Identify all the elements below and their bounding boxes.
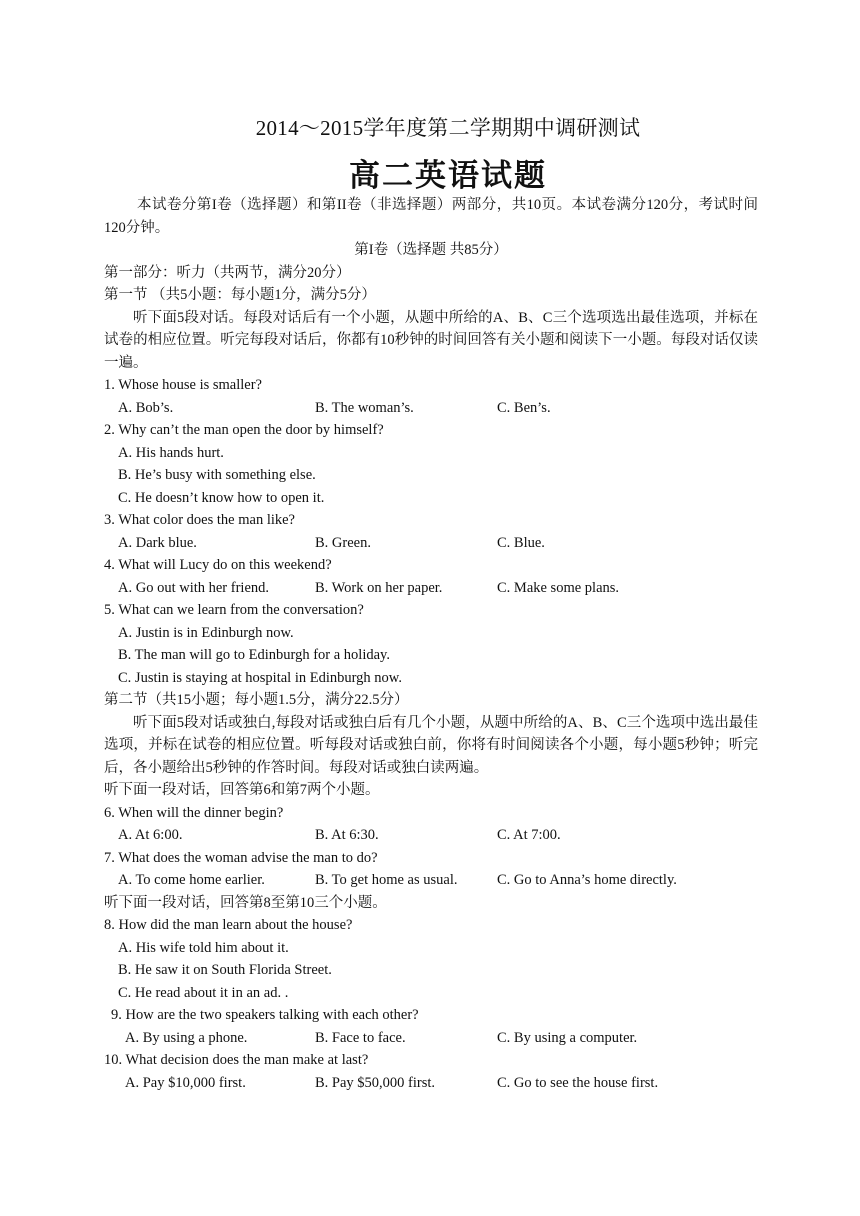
exam-title: 2014～2015学年度第二学期期中调研测试 (255, 116, 641, 140)
option-c[interactable]: C. By using a computer. (497, 1029, 638, 1046)
section-listening-title: 第一部分：听力（共两节，满分20分） (104, 264, 351, 281)
option-a[interactable]: A. Justin is in Edinburgh now. (118, 624, 294, 641)
question-3-options (104, 532, 758, 555)
question-9: 9. How are the two speakers talking with each other? (111, 1007, 419, 1023)
option-c[interactable]: C. He doesn’t know how to open it. (118, 489, 325, 506)
option-c[interactable]: C. At 7:00. (497, 827, 561, 843)
question-4-options (104, 577, 758, 600)
question-6: 6. When will the dinner begin? (104, 804, 284, 821)
question-9-options (104, 1027, 758, 1050)
question-6-options (104, 824, 758, 847)
option-b[interactable]: B. To get home as usual. (315, 872, 458, 888)
question-10-options (104, 1072, 758, 1095)
exam-content (104, 194, 758, 1094)
section1-instructions: 听下面5段对话。每段对话后有一个小题，从题中所给的A、B、C三个选项选出最佳选项，并标在试卷的相应位置。听完每段对话后，你都有10秒钟的时间回答有关小题和阅读下一小题。每段对话仅读一遍。 (104, 309, 758, 371)
question-7: 7. What does the woman advise the man to do? (104, 849, 378, 866)
question-1: 1. Whose house is smaller? (104, 377, 262, 393)
option-b[interactable]: B. Green. (315, 534, 371, 551)
option-c[interactable]: C. Justin is staying at hospital in Edinburgh now. (118, 669, 402, 686)
option-b[interactable]: B. He saw it on South Florida Street. (118, 962, 332, 978)
group1-note: 听下面一段对话，回答第6和第7两个小题。 (104, 782, 380, 798)
question-10: 10. What decision does the man make at last? (104, 1052, 369, 1068)
section2-title: 第二节（共15小题；每小题1.5分，满分22.5分） (104, 692, 409, 708)
option-a[interactable]: A. Dark blue. (118, 534, 197, 551)
option-b[interactable]: B. He’s busy with something else. (118, 467, 316, 483)
option-a[interactable]: A. To come home earlier. (118, 872, 265, 888)
option-a[interactable]: A. His wife told him about it. (118, 939, 289, 956)
option-a[interactable]: A. Pay $10,000 first. (125, 1074, 246, 1091)
question-4: 4. What will Lucy do on this weekend? (104, 557, 332, 573)
section2-instructions: 听下面5段对话或独白,每段对话或独白后有几个小题，从题中所给的A、B、C三个选项中选出最佳选项，并标在试卷的相应位置。听每段对话或独白前，你将有时间阅读各个小题，每小题5秒钟；听完后，各小题给出5秒钟的作答时间。每段对话或独白读两遍。 (104, 714, 758, 776)
option-a[interactable]: A. Bob’s. (118, 399, 174, 416)
option-a[interactable]: A. Go out with her friend. (118, 579, 270, 596)
exam-subtitle: 高二英语试题 (349, 158, 547, 194)
question-3: 3. What color does the man like? (104, 512, 295, 528)
option-b[interactable]: B. At 6:30. (315, 827, 379, 843)
option-c[interactable]: C. Go to Anna’s home directly. (497, 872, 677, 888)
option-c[interactable]: C. Make some plans. (497, 579, 620, 596)
option-c[interactable]: C. Ben’s. (497, 399, 551, 416)
group2-note: 听下面一段对话，回答第8至第10三个小题。 (104, 894, 387, 911)
option-c[interactable]: C. Blue. (497, 534, 545, 551)
question-5: 5. What can we learn from the conversation? (104, 602, 364, 618)
option-c[interactable]: C. He read about it in an ad. . (118, 984, 289, 1001)
option-b[interactable]: B. Work on her paper. (315, 579, 443, 596)
question-7-options (104, 869, 758, 892)
question-1-options (104, 397, 758, 420)
question-8: 8. How did the man learn about the house? (104, 917, 353, 933)
option-a[interactable]: A. By using a phone. (125, 1029, 248, 1046)
option-b[interactable]: B. Pay $50,000 first. (315, 1074, 436, 1091)
exam-intro: 本试卷分第I卷（选择题）和第II卷（非选择题）两部分，共10页。本试卷满分120分，考试时间120分钟。 (104, 197, 758, 236)
question-2: 2. Why can’t the man open the door by himself? (104, 422, 384, 438)
option-b[interactable]: B. The man will go to Edinburgh for a holiday. (118, 647, 390, 663)
option-b[interactable]: B. Face to face. (315, 1029, 406, 1046)
section1-title: 第一节 （共5小题：每小题1分，满分5分） (104, 287, 376, 303)
option-a[interactable]: A. At 6:00. (118, 827, 183, 843)
part1-title: 第I卷（选择题 共85分） (354, 242, 508, 258)
option-c[interactable]: C. Go to see the house first. (497, 1074, 659, 1091)
option-b[interactable]: B. The woman’s. (315, 399, 414, 416)
option-a[interactable]: A. His hands hurt. (118, 444, 224, 461)
